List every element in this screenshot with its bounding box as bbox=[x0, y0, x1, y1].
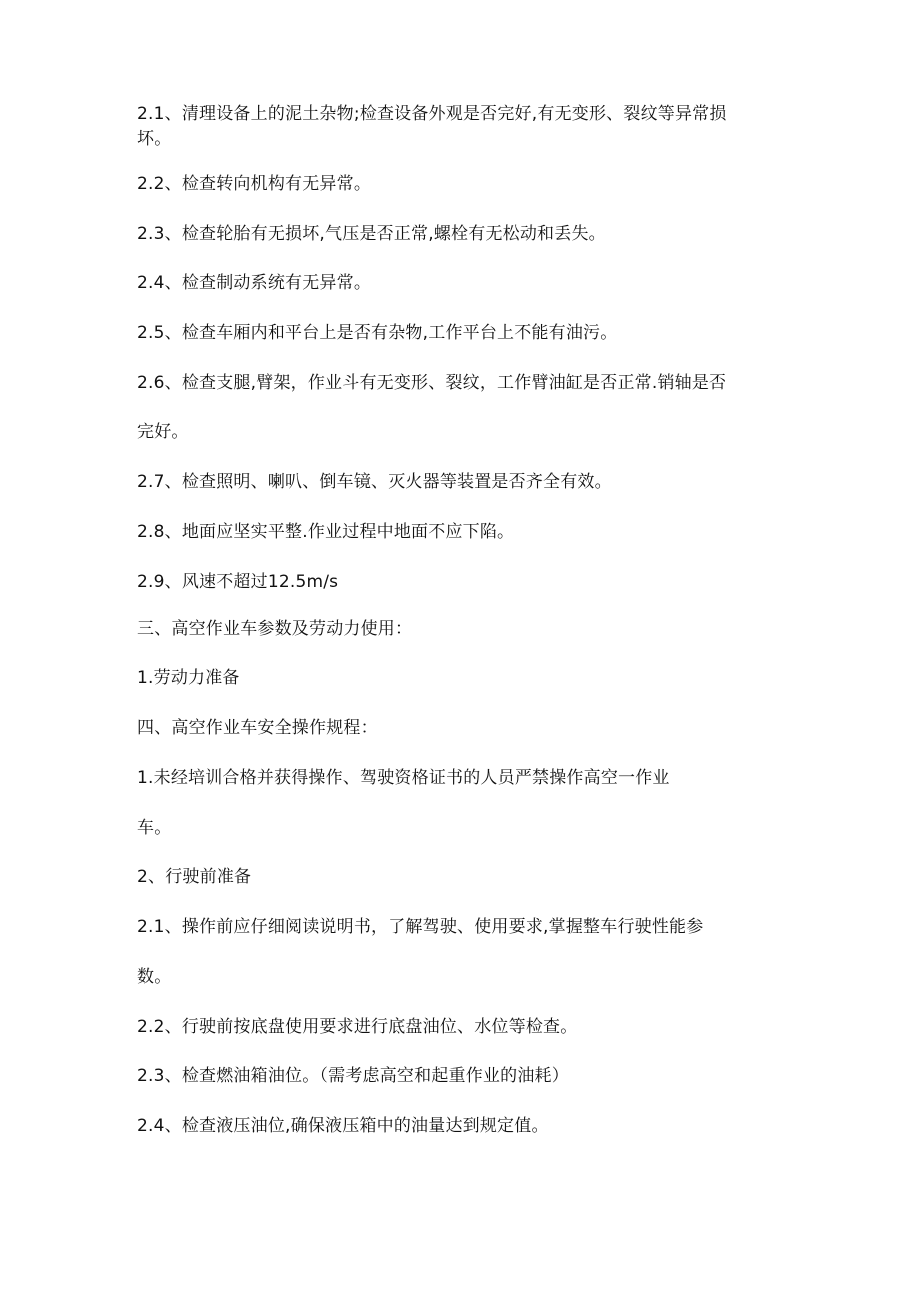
text-line: 车。 bbox=[137, 818, 172, 838]
text-line: 2.2、检查转向机构有无异常。 bbox=[137, 174, 372, 194]
text-line: 1.劳动力准备 bbox=[137, 668, 240, 688]
text-line: 2.3、检查轮胎有无损坏,气压是否正常,螺栓有无松动和丢失。 bbox=[137, 224, 606, 244]
text-line: 2.4、检查液压油位,确保液压箱中的油量达到规定值。 bbox=[137, 1116, 549, 1136]
text-line: 2.1、操作前应仔细阅读说明书，了解驾驶、使用要求,掌握整车行驶性能参 bbox=[137, 917, 704, 937]
text-line: 完好。 bbox=[137, 422, 189, 442]
text-line: 2.4、检查制动系统有无异常。 bbox=[137, 273, 372, 293]
text-line: 2.2、行驶前按底盘使用要求进行底盘油位、水位等检查。 bbox=[137, 1017, 578, 1037]
text-line: 2.3、检查燃油箱油位。（需考虑高空和起重作业的油耗） bbox=[137, 1066, 569, 1086]
text-line: 坏。 bbox=[137, 129, 172, 149]
text-line: 2.6、检查支腿,臂架，作业斗有无变形、裂纹，工作臂油缸是否正常.销轴是否 bbox=[137, 373, 727, 393]
text-line: 2、行驶前准备 bbox=[137, 867, 252, 887]
text-line: 2.9、风速不超过12.5m∕s bbox=[137, 572, 339, 592]
text-line: 2.7、检查照明、喇叭、倒车镜、灭火器等装置是否齐全有效。 bbox=[137, 472, 612, 492]
text-line: 1.未经培训合格并获得操作、驾驶资格证书的人员严禁操作高空一作业 bbox=[137, 768, 670, 788]
text-line: 2.8、地面应坚实平整.作业过程中地面不应下陷。 bbox=[137, 522, 515, 542]
text-line: 四、高空作业车安全操作规程： bbox=[137, 718, 378, 738]
text-line: 三、高空作业车参数及劳动力使用： bbox=[137, 619, 413, 639]
text-line: 2.5、检查车厢内和平台上是否有杂物,工作平台上不能有油污。 bbox=[137, 323, 618, 343]
text-line: 数。 bbox=[137, 967, 172, 987]
text-line: 2.1、清理设备上的泥土杂物;检查设备外观是否完好,有无变形、裂纹等异常损 bbox=[137, 104, 727, 124]
